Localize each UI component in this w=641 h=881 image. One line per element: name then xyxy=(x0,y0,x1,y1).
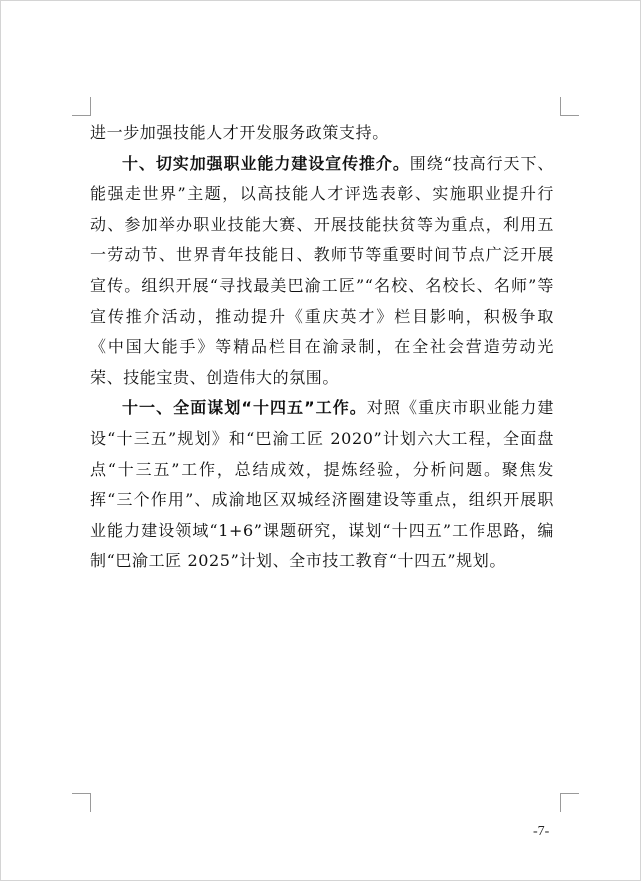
paragraph-section-11 xyxy=(90,393,554,577)
crop-mark-bottom-right xyxy=(560,793,579,812)
crop-mark-top-right xyxy=(560,97,579,116)
paragraph-text: 围绕“技高行天下、能强走世界”主题，以高技能人才评选表彰、实施职业提升行动、参加举办职业技能大赛、开展技能扶贫等为重点，利用五一劳动节、世界青年技能日、教师节等重要时间节点广泛开展宣传。组织开展“寻找最美巴渝工匠”“名校、名校长、名师”等宣传推介活动，推动提升《重庆英才》栏目影响，积极争取《中国大能手》等精品栏目在渝录制，在全社会营造劳动光荣、技能宝贵、创造伟大的氛围。 xyxy=(90,153,554,387)
section-heading: 十、切实加强职业能力建设宣传推介。 xyxy=(122,153,410,173)
crop-mark-top-left xyxy=(72,97,91,116)
crop-mark-bottom-left xyxy=(72,793,91,812)
page-number: -7- xyxy=(533,824,550,839)
section-heading: 十一、全面谋划“十四五”工作。 xyxy=(122,398,367,418)
paragraph-continuation xyxy=(90,118,554,149)
paragraph-text: 对照《重庆市职业能力建设“十三五”规划》和“巴渝工匠 2020”计划六大工程，全面盘点“十三五”工作，总结成效，提炼经验，分析问题。聚焦发挥“三个作用”、成渝地区双城经济圈建设等重点，组织开展职业能力建设领域“1+6”课题研究，谋划“十四五”工作思路，编制“巴渝工匠 2025”计划、全市技工教育“十四五”规划。 xyxy=(90,398,554,571)
paragraph-section-10 xyxy=(90,149,554,394)
paragraph-text: 进一步加强技能人才开发服务政策支持。 xyxy=(90,123,389,142)
body-text xyxy=(90,118,554,577)
